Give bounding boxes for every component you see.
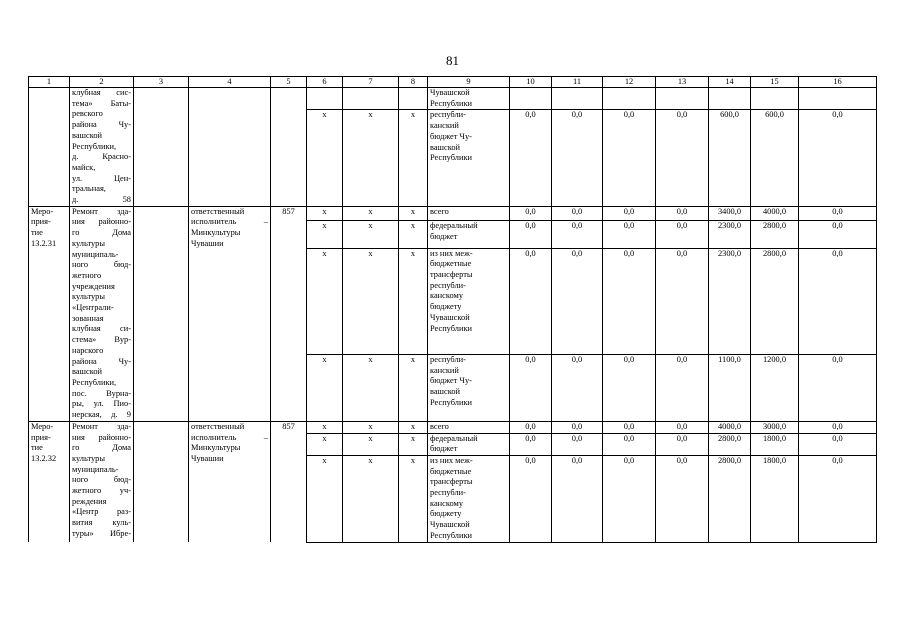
mark-cell: х xyxy=(399,433,428,455)
value-cell: 0,0 xyxy=(510,206,552,220)
value-cell xyxy=(552,88,603,110)
value-cell: 0,0 xyxy=(510,433,552,455)
event-description-line: района Чу- xyxy=(72,120,131,130)
value-cell: 600,0 xyxy=(751,110,799,206)
value-cell: 0,0 xyxy=(799,433,877,455)
column-header-7: 7 xyxy=(343,77,399,88)
event-description-line: го Дома xyxy=(72,443,131,453)
value-cell xyxy=(510,88,552,110)
value-cell: 0,0 xyxy=(510,110,552,206)
value-cell: 0,0 xyxy=(603,221,656,248)
mark-cell: х xyxy=(343,433,399,455)
event-description-line: реждения xyxy=(72,496,107,506)
column-header-8: 8 xyxy=(399,77,428,88)
event-description-line: ного бюд- xyxy=(72,475,131,485)
empty-cell xyxy=(134,421,189,542)
event-description-line: муниципаль- xyxy=(72,464,119,474)
funding-source-line: бюджетные xyxy=(430,259,472,269)
event-description-line: го Дома xyxy=(72,228,131,238)
value-cell: 0,0 xyxy=(603,248,656,354)
budget-code-cell: 857 xyxy=(271,206,307,421)
funding-source-line: канскому xyxy=(430,291,464,301)
value-cell: 0,0 xyxy=(799,354,877,421)
value-cell: 0,0 xyxy=(603,433,656,455)
event-description-line: клубная си- xyxy=(72,324,131,334)
column-header-3: 3 xyxy=(134,77,189,88)
value-cell: 0,0 xyxy=(552,248,603,354)
event-description-line: нерская, д. 9 xyxy=(72,410,131,420)
event-description-line: туры» Ибре- xyxy=(72,528,131,538)
column-header-2: 2 xyxy=(70,77,134,88)
mark-cell: х xyxy=(399,354,428,421)
column-header-15: 15 xyxy=(751,77,799,88)
funding-source-line: Республики xyxy=(430,98,473,108)
table-row xyxy=(29,88,877,110)
funding-source-cell xyxy=(428,88,510,110)
value-cell: 0,0 xyxy=(799,206,877,220)
funding-source-cell xyxy=(428,354,510,421)
mark-cell: х xyxy=(399,110,428,206)
column-header-13: 13 xyxy=(656,77,709,88)
event-description-line: ния районно- xyxy=(72,432,131,442)
mark-cell: х xyxy=(343,206,399,220)
event-description-line: пос. Вурна- xyxy=(72,388,131,398)
value-cell: 0,0 xyxy=(552,354,603,421)
value-cell: 0,0 xyxy=(799,248,877,354)
event-title-line: прия- xyxy=(31,432,51,442)
value-cell: 0,0 xyxy=(656,433,709,455)
mark-cell: х xyxy=(307,354,343,421)
funding-source-cell xyxy=(428,221,510,248)
budget-table xyxy=(28,76,877,543)
mark-cell: х xyxy=(399,421,428,433)
event-description-line: культуры xyxy=(72,238,105,248)
value-cell: 0,0 xyxy=(656,421,709,433)
mark-cell: х xyxy=(343,421,399,433)
event-title-cell xyxy=(29,421,70,542)
funding-source-line: Республики xyxy=(430,530,473,540)
executor-line: ответственный xyxy=(191,421,245,431)
column-header-5: 5 xyxy=(271,77,307,88)
event-description-line: жетного xyxy=(72,270,102,280)
mark-cell: х xyxy=(343,110,399,206)
code-cell xyxy=(271,88,307,207)
value-cell xyxy=(799,88,877,110)
mark-cell: х xyxy=(399,206,428,220)
value-cell: 0,0 xyxy=(603,110,656,206)
funding-source-line: канскому xyxy=(430,498,464,508)
mark-cell: х xyxy=(343,248,399,354)
event-description-line: вития куль- xyxy=(72,518,131,528)
event-description-line: культуры xyxy=(72,453,105,463)
funding-source-line: Чувашской xyxy=(430,88,470,97)
value-cell: 0,0 xyxy=(552,455,603,542)
value-cell: 1800,0 xyxy=(751,433,799,455)
value-cell: 0,0 xyxy=(799,221,877,248)
mark-cell: х xyxy=(307,421,343,433)
event-description-line: Республики, xyxy=(72,141,117,151)
value-cell: 0,0 xyxy=(552,110,603,206)
value-cell: 1200,0 xyxy=(751,354,799,421)
event-title-cell xyxy=(29,206,70,421)
column-header-9: 9 xyxy=(428,77,510,88)
mark-cell: х xyxy=(307,455,343,542)
funding-source-line: канский xyxy=(430,365,459,375)
event-description-line: ул. Цен- xyxy=(72,173,131,183)
event-description-line: «Центр раз- xyxy=(72,507,131,517)
event-title-line: тие xyxy=(31,443,43,453)
funding-source-line: Республики xyxy=(430,397,473,407)
value-cell: 0,0 xyxy=(656,221,709,248)
value-cell: 0,0 xyxy=(510,248,552,354)
budget-code-cell: 857 xyxy=(271,421,307,542)
funding-source-line: республи- xyxy=(430,354,466,364)
value-cell: 3000,0 xyxy=(751,421,799,433)
value-cell: 0,0 xyxy=(656,455,709,542)
event-title-line: 13.2.32 xyxy=(31,453,57,463)
event-description-cell xyxy=(70,88,134,207)
table-row xyxy=(29,421,877,433)
funding-source-line: канский xyxy=(430,121,459,131)
funding-source-line: вашской xyxy=(430,142,461,152)
event-description-line: учреждения xyxy=(72,281,115,291)
value-cell xyxy=(709,88,751,110)
event-title-line: прия- xyxy=(31,217,51,227)
event-description-line: д. Красно- xyxy=(72,152,131,162)
executor-line: ответственный xyxy=(191,206,245,216)
funding-source-cell xyxy=(428,455,510,542)
page-number: 81 xyxy=(446,53,459,68)
funding-source-line: Республики xyxy=(430,323,473,333)
event-description-line: тральная, xyxy=(72,184,106,194)
event-description-line: Ремонт зда- xyxy=(72,421,131,431)
column-header-16: 16 xyxy=(799,77,877,88)
funding-source-line: Чувашской xyxy=(430,312,470,322)
value-cell: 4000,0 xyxy=(751,206,799,220)
executor-line: Минкультуры xyxy=(191,443,241,453)
event-description-cell xyxy=(70,421,134,542)
value-cell: 1100,0 xyxy=(709,354,751,421)
value-cell: 0,0 xyxy=(603,421,656,433)
executor-line: Минкультуры xyxy=(191,228,241,238)
executor-line: Чувашии xyxy=(191,453,224,463)
mark-cell: х xyxy=(343,221,399,248)
funding-source-line: республи- xyxy=(430,280,466,290)
event-description-line: стема» Вур- xyxy=(72,335,131,345)
executor-line: Чувашии xyxy=(191,238,224,248)
column-header-1: 1 xyxy=(29,77,70,88)
event-description-line: культуры xyxy=(72,292,105,302)
value-cell: 0,0 xyxy=(656,248,709,354)
funding-source-line: федеральный xyxy=(430,221,478,231)
mark-cell: х xyxy=(399,248,428,354)
value-cell: 0,0 xyxy=(510,421,552,433)
event-description-cell xyxy=(70,206,134,421)
value-cell: 4000,0 xyxy=(709,421,751,433)
event-title-line: Меро- xyxy=(31,421,54,431)
mark-cell xyxy=(307,88,343,110)
empty-cell xyxy=(134,88,189,207)
event-title-cell xyxy=(29,88,70,207)
funding-source-cell xyxy=(428,110,510,206)
value-cell: 0,0 xyxy=(799,110,877,206)
column-header-12: 12 xyxy=(603,77,656,88)
event-description-line: майск, xyxy=(72,162,96,172)
column-header-4: 4 xyxy=(189,77,271,88)
executor-line: исполнитель – xyxy=(191,217,268,227)
event-title-line: 13.2.31 xyxy=(31,238,57,248)
value-cell xyxy=(751,88,799,110)
funding-source-line: бюджет Чу- xyxy=(430,376,472,386)
mark-cell: х xyxy=(307,433,343,455)
value-cell: 1800,0 xyxy=(751,455,799,542)
event-description-line: ры, ул. Пио- xyxy=(72,399,131,409)
funding-source-line: вашской xyxy=(430,386,461,396)
event-description-line: Республики, xyxy=(72,377,117,387)
value-cell: 0,0 xyxy=(552,433,603,455)
value-cell: 0,0 xyxy=(603,206,656,220)
executor-cell xyxy=(189,206,271,421)
mark-cell xyxy=(343,88,399,110)
column-header-11: 11 xyxy=(552,77,603,88)
mark-cell: х xyxy=(399,221,428,248)
event-description-line: клубная сис- xyxy=(72,88,131,97)
column-header-10: 10 xyxy=(510,77,552,88)
mark-cell: х xyxy=(307,110,343,206)
funding-source-cell xyxy=(428,248,510,354)
executor-cell xyxy=(189,88,271,207)
event-description-line: ния районно- xyxy=(72,217,131,227)
event-description-line: района Чу- xyxy=(72,356,131,366)
event-description-line: жетного уч- xyxy=(72,486,131,496)
event-description-line: ного бюд- xyxy=(72,260,131,270)
funding-source-line: бюджет xyxy=(430,231,458,241)
event-description-line: вашской xyxy=(72,367,103,377)
funding-source-line: Чувашской xyxy=(430,520,470,530)
value-cell: 0,0 xyxy=(510,221,552,248)
funding-source-cell xyxy=(428,433,510,455)
event-description-line: муниципаль- xyxy=(72,249,119,259)
value-cell xyxy=(603,88,656,110)
value-cell: 2800,0 xyxy=(751,221,799,248)
event-description-line: «Централи- xyxy=(72,303,114,313)
mark-cell: х xyxy=(343,354,399,421)
event-description-line: ревского xyxy=(72,109,103,119)
value-cell: 0,0 xyxy=(510,455,552,542)
value-cell: 0,0 xyxy=(603,354,656,421)
funding-source-line: бюджету xyxy=(430,302,462,312)
header-row xyxy=(29,77,877,88)
funding-source-line: из них меж- xyxy=(430,248,473,258)
funding-source-line: из них меж- xyxy=(430,455,473,465)
mark-cell: х xyxy=(343,455,399,542)
value-cell: 600,0 xyxy=(709,110,751,206)
column-header-6: 6 xyxy=(307,77,343,88)
value-cell: 0,0 xyxy=(799,421,877,433)
value-cell: 3400,0 xyxy=(709,206,751,220)
mark-cell: х xyxy=(399,455,428,542)
value-cell: 0,0 xyxy=(656,354,709,421)
funding-source-line: всего xyxy=(430,206,449,216)
funding-source-line: трансферты xyxy=(430,477,473,487)
empty-cell xyxy=(134,206,189,421)
value-cell: 0,0 xyxy=(552,206,603,220)
mark-cell: х xyxy=(307,221,343,248)
value-cell: 0,0 xyxy=(656,110,709,206)
executor-cell xyxy=(189,421,271,542)
event-description-line: вашской xyxy=(72,130,103,140)
value-cell: 2300,0 xyxy=(709,221,751,248)
funding-source-line: Республики xyxy=(430,153,473,163)
funding-source-line: бюджет Чу- xyxy=(430,131,472,141)
funding-source-line: республи- xyxy=(430,110,466,120)
event-title-line: Меро- xyxy=(31,206,54,216)
funding-source-line: бюджет xyxy=(430,444,458,454)
value-cell: 0,0 xyxy=(552,421,603,433)
value-cell: 2300,0 xyxy=(709,248,751,354)
table-row xyxy=(29,206,877,220)
column-header-14: 14 xyxy=(709,77,751,88)
funding-source-line: трансферты xyxy=(430,269,473,279)
value-cell: 0,0 xyxy=(603,455,656,542)
event-description-line: д. 58 xyxy=(72,195,131,205)
value-cell: 2800,0 xyxy=(709,455,751,542)
mark-cell: х xyxy=(307,206,343,220)
event-title-line: тие xyxy=(31,228,43,238)
value-cell: 0,0 xyxy=(510,354,552,421)
event-description-line: Ремонт зда- xyxy=(72,206,131,216)
funding-source-line: федеральный xyxy=(430,433,478,443)
value-cell: 0,0 xyxy=(552,221,603,248)
value-cell: 2800,0 xyxy=(709,433,751,455)
funding-source-cell xyxy=(428,421,510,433)
value-cell: 0,0 xyxy=(656,206,709,220)
funding-source-line: бюджетные xyxy=(430,466,472,476)
event-description-line: зованная xyxy=(72,313,104,323)
funding-source-cell xyxy=(428,206,510,220)
value-cell: 0,0 xyxy=(799,455,877,542)
executor-line: исполнитель – xyxy=(191,432,268,442)
value-cell: 2800,0 xyxy=(751,248,799,354)
funding-source-line: республи- xyxy=(430,488,466,498)
mark-cell xyxy=(399,88,428,110)
mark-cell: х xyxy=(307,248,343,354)
funding-source-line: всего xyxy=(430,421,449,431)
funding-source-line: бюджету xyxy=(430,509,462,519)
event-description-line: нарского xyxy=(72,345,104,355)
event-description-line: тема» Баты- xyxy=(72,98,131,108)
value-cell xyxy=(656,88,709,110)
